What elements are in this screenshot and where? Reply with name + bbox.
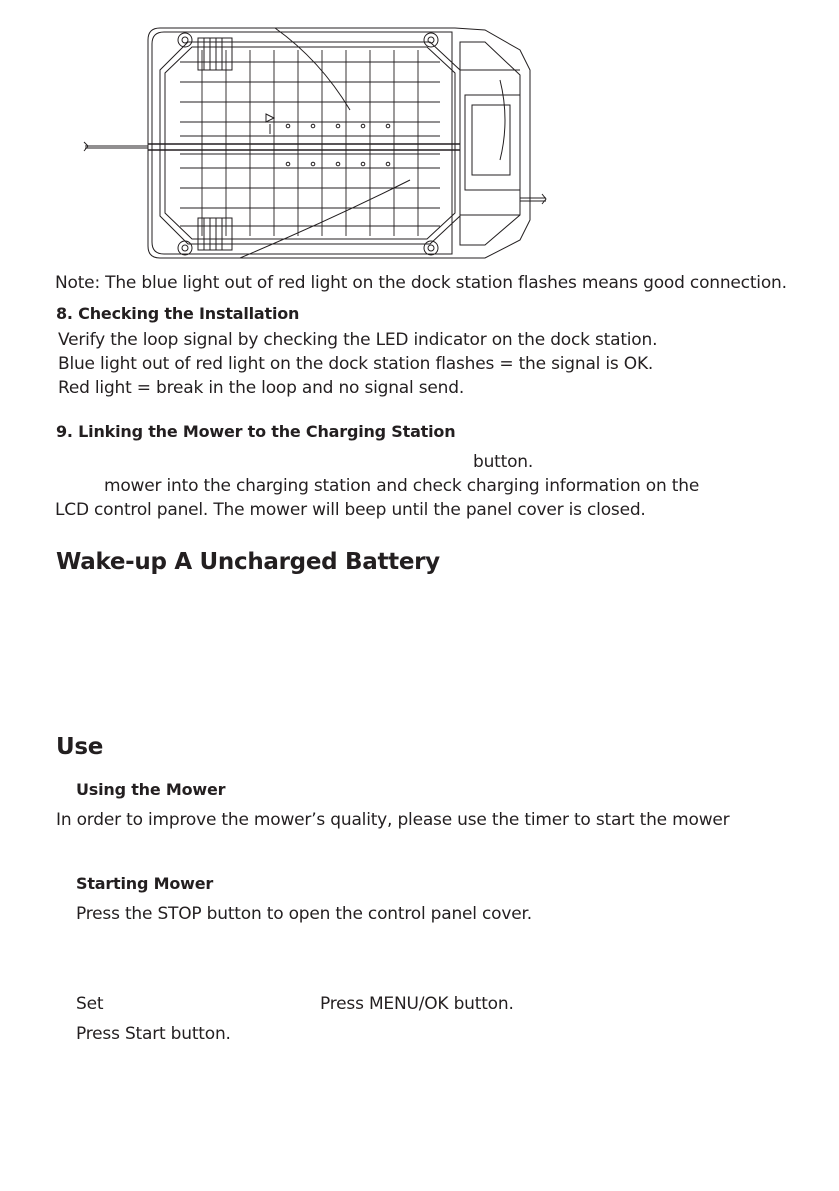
using-mower-text: In order to improve the mower’s quality, please use the timer to start the mower [56,810,730,830]
section-8-line-1: Verify the loop signal by checking the LED indicator on the dock station. [58,330,658,350]
diagram-note: Note: The blue light out of red light on the dock station flashes means good connection. [55,273,787,293]
press-start-text: Press Start button. [76,1024,231,1044]
using-mower-heading: Using the Mower [76,780,226,799]
dock-station-wiring-icon [80,20,550,265]
section-9-button-fragment: button. [473,452,534,472]
use-heading: Use [56,734,104,760]
section-8-line-3: Red light = break in the loop and no signal send. [58,378,465,398]
starting-line-1: Press the STOP button to open the control panel cover. [76,904,532,924]
dock-station-diagram [80,20,550,265]
starting-mower-heading: Starting Mower [76,874,214,893]
section-9-line-2: mower into the charging station and check charging information on the [104,476,700,496]
set-label: Set [76,994,104,1014]
wakeup-heading: Wake-up A Uncharged Battery [56,549,440,575]
section-8-heading: 8. Checking the Installation [56,304,300,323]
section-8-line-2: Blue light out of red light on the dock station flashes = the signal is OK. [58,354,654,374]
menu-ok-text: Press MENU/OK button. [320,994,514,1014]
section-9-heading: 9. Linking the Mower to the Charging Station [56,422,456,441]
section-9-line-3: LCD control panel. The mower will beep until the panel cover is closed. [55,500,646,520]
